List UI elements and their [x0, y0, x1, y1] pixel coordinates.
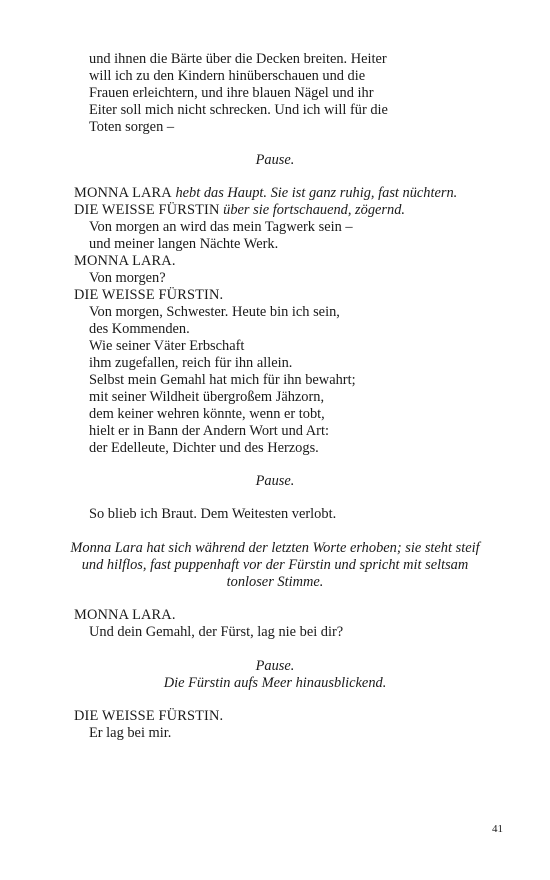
speaker-name: MONNA LARA. — [74, 607, 176, 623]
stage-direction-line: Monna Lara hat sich während der letzten Worte erhoben; sie steht steif — [70, 540, 480, 556]
stage-direction-line: und hilflos, fast puppenhaft vor der Fürstin und spricht mit seltsam — [81, 557, 469, 573]
verse-line: will ich zu den Kindern hinüberschauen und die — [89, 68, 366, 84]
speaker-name: DIE WEISSE FÜRSTIN. — [74, 708, 224, 724]
speaker-name: MONNA LARA — [74, 185, 172, 201]
verse-line: hielt er in Bann der Andern Wort und Art: — [89, 423, 329, 439]
verse-line: Und dein Gemahl, der Fürst, lag nie bei dir? — [89, 624, 344, 640]
verse-line: Von morgen an wird das mein Tagwerk sein – — [89, 219, 353, 235]
verse-line: Wie seiner Väter Erbschaft — [89, 338, 245, 354]
speaker-name: DIE WEISSE FÜRSTIN — [74, 202, 220, 218]
speaker-line — [74, 202, 405, 219]
stage-direction-inline: über sie fortschauend, zögernd. — [223, 202, 406, 218]
speaker-name: DIE WEISSE FÜRSTIN. — [74, 287, 224, 303]
page-number: 41 — [492, 823, 503, 835]
speaker-line — [74, 185, 457, 202]
verse-line: Er lag bei mir. — [89, 725, 172, 741]
pause-direction: Pause. — [255, 658, 295, 674]
speaker-name: MONNA LARA. — [74, 253, 176, 269]
verse-line: Toten sorgen – — [89, 119, 175, 135]
verse-line: So blieb ich Braut. Dem Weitesten verlobt. — [89, 506, 337, 522]
verse-line: Von morgen, Schwester. Heute bin ich sein, — [89, 304, 340, 320]
verse-line: Von morgen? — [89, 270, 166, 286]
stage-direction-inline: hebt das Haupt. Sie ist ganz ruhig, fast nüchtern. — [175, 185, 458, 201]
pause-direction: Pause. — [255, 152, 295, 168]
verse-line: Selbst mein Gemahl hat mich für ihn bewahrt; — [89, 372, 356, 388]
verse-line: des Kommenden. — [89, 321, 190, 337]
stage-direction-line: tonloser Stimme. — [226, 574, 324, 590]
verse-line: ihm zugefallen, reich für ihn allein. — [89, 355, 293, 371]
verse-line: der Edelleute, Dichter und des Herzogs. — [89, 440, 319, 456]
verse-line: und ihnen die Bärte über die Decken breiten. Heiter — [89, 51, 387, 67]
stage-direction-line: Die Fürstin aufs Meer hinausblickend. — [163, 675, 387, 691]
pause-direction: Pause. — [255, 473, 295, 489]
verse-line: und meiner langen Nächte Werk. — [89, 236, 279, 252]
verse-line: Eiter soll mich nicht schrecken. Und ich will für die — [89, 102, 388, 118]
verse-line: mit seiner Wildheit übergroßem Jähzorn, — [89, 389, 325, 405]
verse-line: dem keiner wehren könnte, wenn er tobt, — [89, 406, 325, 422]
verse-line: Frauen erleichtern, und ihre blauen Nägel und ihr — [89, 85, 374, 101]
